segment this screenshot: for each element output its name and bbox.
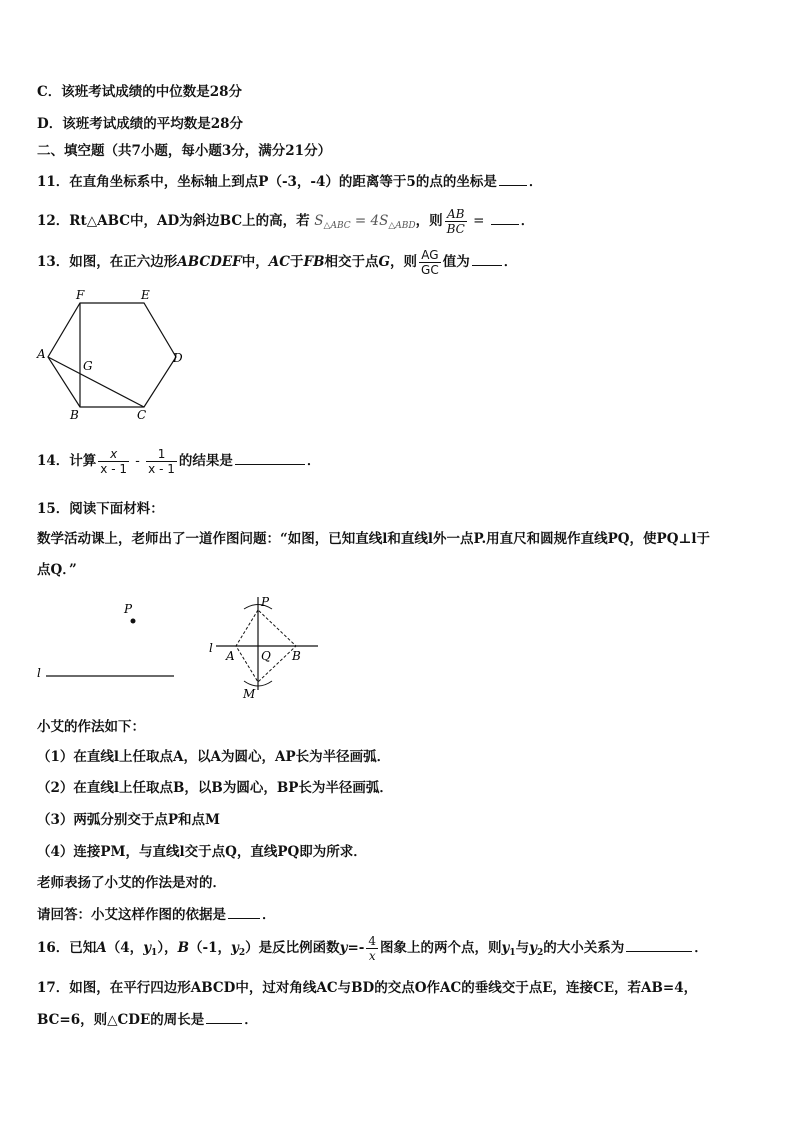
q14-f1-num: x (98, 447, 129, 462)
q12-s2-sub: △ABD (388, 221, 416, 231)
segment-ac (48, 357, 144, 407)
q16-y2b-sub: 2 (537, 948, 544, 958)
label-a: A (37, 347, 46, 361)
hexagon-outline (48, 303, 176, 407)
q15-title: 15．阅读下面材料： (37, 501, 164, 517)
q14-fraction-1 (98, 447, 129, 476)
label-d: D (173, 351, 183, 365)
step-2: （2）在直线l上任取点B，以B为圆心，BP长为半径画弧． (37, 780, 393, 796)
fig2-label-m: M (243, 687, 256, 700)
fig2-label-l: l (209, 641, 213, 655)
q14-f2-num: 1 (146, 447, 177, 462)
q13-ac: AC (268, 254, 290, 270)
answer-blank (206, 1010, 242, 1024)
q14-fraction-2 (146, 447, 177, 476)
fig1-label-l: l (37, 666, 41, 680)
q16-y1: y (143, 940, 152, 956)
q16-y2b: y (529, 940, 538, 956)
q13-mid3: 相交于点 (324, 254, 379, 270)
q14-end: ． (306, 453, 321, 469)
answer-blank (228, 905, 260, 919)
q12-mid: = 4S (350, 213, 389, 229)
label-f: F (76, 288, 85, 302)
section-title: 二、填空题（共7小题，每小题3分，满分21分） (37, 143, 332, 159)
q16-close1: ）， (157, 940, 178, 956)
label-e: E (141, 288, 150, 302)
praise-text: 老师表扬了小艾的作法是对的． (37, 875, 226, 891)
q16-a-coords: （4， (106, 940, 144, 956)
label-g: G (83, 359, 93, 373)
figure-given-line-point (34, 596, 184, 686)
question-14 (37, 443, 320, 479)
answer-blank (499, 172, 527, 186)
option-c: C．该班考试成绩的中位数是28分 (37, 84, 243, 100)
figure-construction (204, 594, 324, 700)
q13-end: ． (503, 254, 518, 270)
q12-formula (314, 213, 415, 229)
q16-close2: ）是反比例函数 (245, 940, 340, 956)
q12-prefix: 12．Rt△ABC中，AD为斜边BC上的高，若 (37, 213, 310, 229)
fig2-label-p: P (261, 595, 270, 609)
q13-g: G (378, 254, 391, 270)
q12-frac-den: BC (446, 222, 465, 236)
question-13 (37, 245, 517, 279)
answer-blank (472, 252, 502, 266)
q16-frac-num: 4 (368, 934, 377, 948)
q11-text: 11．在直角坐标系中，坐标轴上到点P（-3，-4）的距离等于5的点的坐标是 (37, 174, 497, 190)
q16-y: y (339, 940, 348, 956)
q16-b-coords: （-1， (188, 940, 231, 956)
q12-fraction (445, 207, 467, 236)
q13-fraction (419, 248, 441, 277)
q12-s1: S (314, 213, 324, 229)
q16-y1b: y (501, 940, 510, 956)
q16-prefix: 16．已知 (37, 940, 97, 956)
q12-s1-sub: △ABC (323, 221, 351, 231)
q13-fb: FB (303, 254, 325, 270)
q13-mid2: 于 (290, 254, 304, 270)
q13-mid1: 中， (241, 254, 269, 270)
q16-y2-sub: 2 (238, 948, 246, 958)
q16-mid: 图象上的两个点，则 (380, 940, 502, 956)
q13-frac-den: GC (421, 263, 439, 277)
q17-line-2 (37, 1010, 258, 1029)
q14-prefix: 14．计算 (37, 453, 97, 469)
q13-suffix: 值为 (442, 254, 470, 270)
question-16 (37, 930, 708, 971)
fig2-label-b: B (292, 649, 301, 663)
q16-frac-den: x (368, 949, 376, 963)
q17-end: ． (244, 1012, 258, 1028)
q16-suffix: 的大小关系为 (543, 940, 625, 956)
q16-fraction (366, 934, 378, 963)
answer-blank (491, 211, 519, 225)
q15-paragraph-2: 点Q．” (37, 562, 77, 578)
q16-end: ． (694, 940, 708, 956)
answer-blank (235, 451, 305, 465)
q14-f1-den: x - 1 (100, 462, 127, 476)
q17-line-1: 17．如图，在平行四边形ABCD中，过对角线AC与BD的交点O作AC的垂线交于点E，连接CE，若AB=4， (37, 980, 698, 996)
label-b: B (70, 408, 79, 422)
step-4: （4）连接PM，与直线l交于点Q，直线PQ即为所求． (37, 844, 367, 860)
hexagon-figure (34, 286, 194, 426)
q16-y1b-sub: 1 (509, 948, 516, 958)
q16-b: B (177, 940, 189, 956)
q16-y2: y (230, 940, 239, 956)
q13-frac-num: AG (419, 248, 441, 263)
q11-end: ． (528, 174, 543, 190)
option-d: D．该班考试成绩的平均数是28分 (37, 116, 243, 132)
fig2-label-q: Q (261, 649, 271, 663)
point-p-dot (131, 619, 136, 624)
question-11 (37, 172, 542, 191)
q15-answer-prompt: 请回答：小艾这样作图的依据是 (37, 907, 226, 923)
q13-poly: ABCDEF (177, 254, 242, 270)
q12-end: ． (520, 213, 535, 229)
step-3: （3）两弧分别交于点P和点M (37, 812, 220, 828)
answer-prompt (37, 905, 276, 924)
q17-text: BC=6，则△CDE的周长是 (37, 1012, 205, 1028)
q15-paragraph-1: 数学活动课上，老师出了一道作图问题：“如图，已知直线l和直线l外一点P.用直尺和圆规作直线PQ，使PQ⊥l于 (37, 531, 711, 547)
q14-minus: - (131, 453, 145, 469)
q15-end: ． (262, 907, 276, 923)
q13-mid4: ，则 (390, 254, 418, 270)
fig1-label-p: P (124, 602, 133, 616)
q16-y1-sub: 1 (151, 948, 158, 958)
step-1: （1）在直线l上任取点A，以A为圆心，AP长为半径画弧． (37, 749, 391, 765)
q13-prefix: 13．如图，在正六边形 (37, 254, 178, 270)
answer-blank (626, 938, 692, 952)
q16-with: 与 (515, 940, 530, 956)
fig2-label-a: A (226, 649, 235, 663)
q12-eq: = (468, 213, 489, 229)
label-c: C (137, 408, 147, 422)
q14-suffix: 的结果是 (178, 453, 233, 469)
q12-frac-num: AB (445, 207, 467, 222)
question-12 (37, 204, 534, 243)
q12-then: ，则 (415, 213, 443, 229)
q16-a: A (96, 940, 107, 956)
q14-f2-den: x - 1 (148, 462, 175, 476)
q16-eq: =- (347, 940, 365, 956)
method-title: 小艾的作法如下： (37, 719, 145, 735)
